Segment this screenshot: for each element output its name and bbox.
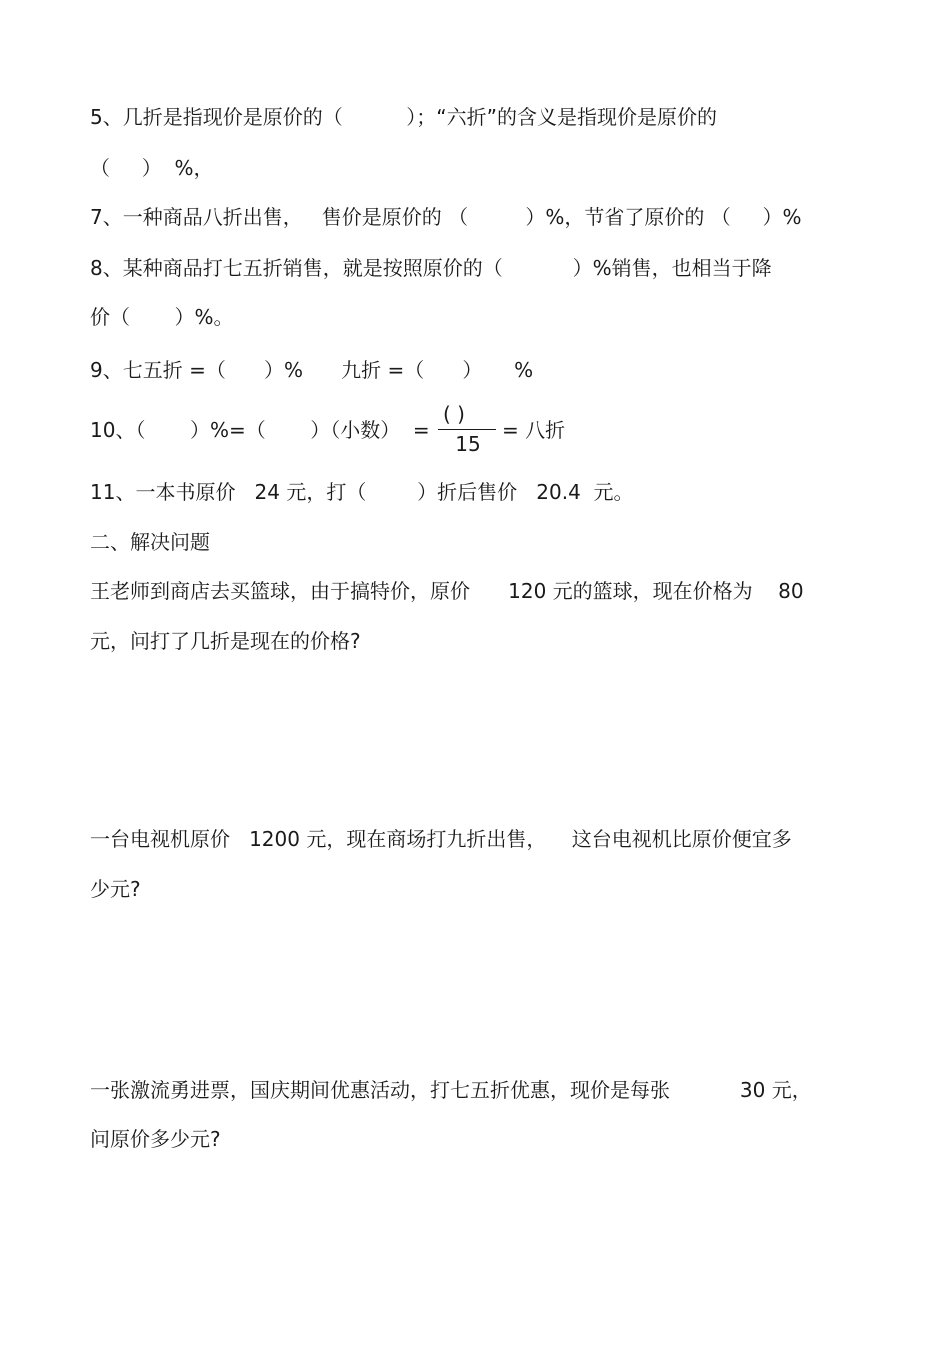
problem-2-line-1: 一台电视机原价 1200 元，现在商场打九折出售， 这台电视机比原价便宜多 bbox=[90, 827, 792, 851]
fraction-denominator: 15 bbox=[455, 432, 481, 456]
question-5-line-1: 5、几折是指现价是原价的（ ）；“六折”的含义是指现价是原价的 bbox=[90, 105, 718, 129]
problem-1-line-1: 王老师到商店去买篮球，由于搞特价，原价 120 元的篮球，现在价格为 80 bbox=[90, 579, 804, 603]
fraction-bar bbox=[438, 429, 496, 430]
question-5-line-2: （ ） %， bbox=[90, 156, 214, 180]
problem-3-line-2: 问原价多少元? bbox=[90, 1127, 221, 1151]
fraction-numerator: ( ) bbox=[443, 402, 465, 426]
question-10-fraction bbox=[438, 402, 498, 456]
question-8-line-1: 8、某种商品打七五折销售，就是按照原价的（ ）%销售，也相当于降 bbox=[90, 256, 772, 280]
question-7: 7、一种商品八折出售， 售价是原价的 （ ）%，节省了原价的 （ ）% bbox=[90, 205, 802, 229]
question-9: 9、七五折 =（ ）% 九折 =（ ） % bbox=[90, 358, 534, 382]
question-11: 11、一本书原价 24 元，打（ ）折后售价 20.4 元。 bbox=[90, 480, 634, 504]
question-10-left: 10、（ ）%=（ ）（小数） = bbox=[90, 418, 430, 442]
problem-3-line-1: 一张激流勇进票，国庆期间优惠活动，打七五折优惠，现价是每张 30 元， bbox=[90, 1078, 812, 1102]
section-2-heading: 二、解决问题 bbox=[90, 530, 210, 554]
question-8-line-2: 价（ ）%。 bbox=[90, 305, 234, 329]
problem-2-line-2: 少元? bbox=[90, 877, 141, 901]
question-10-right: = 八折 bbox=[502, 418, 566, 442]
problem-1-line-2: 元，问打了几折是现在的价格? bbox=[90, 629, 361, 653]
